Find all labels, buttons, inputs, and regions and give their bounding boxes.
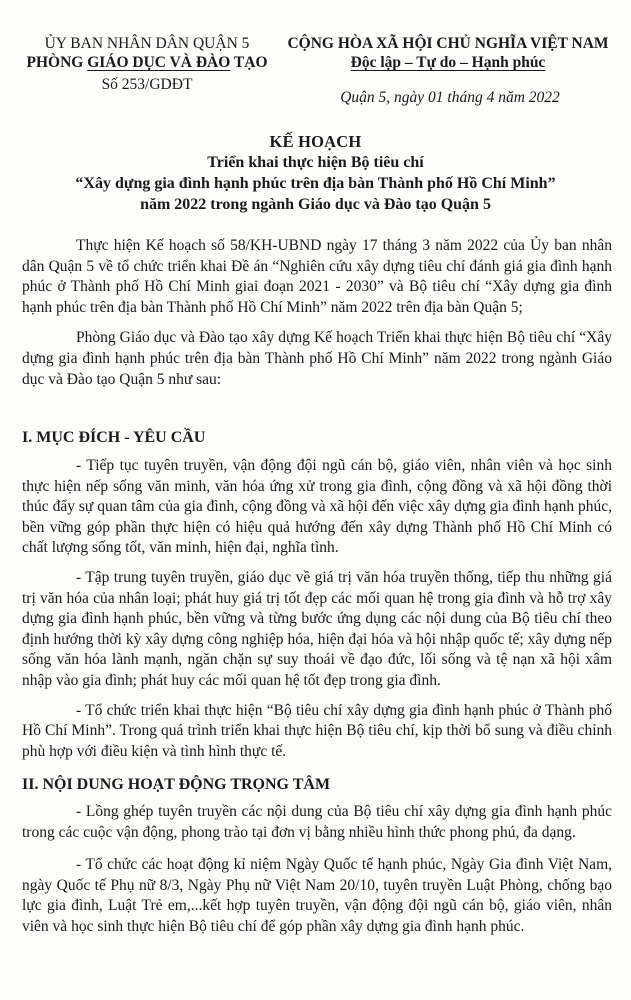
national-motto-text: Độc lập – Tự do – Hạnh phúc <box>350 54 546 71</box>
national-motto <box>283 53 613 72</box>
document-type: KẾ HOẠCH <box>269 132 362 151</box>
department-name-underlined: GIÁO DỤC VÀ ĐÀO <box>87 54 231 71</box>
section-1-heading: I. MỤC ĐÍCH - YÊU CẦU <box>22 429 206 446</box>
issuing-agency-block <box>22 34 272 94</box>
section-2-paragraph: - Tổ chức các hoạt động kỉ niệm Ngày Quốc tế hạnh phúc, Ngày Gia đình Việt Nam, ngày Quốc tế Phụ nữ 8/3, Ngày Phụ nữ Việt Nam 20/10, tuyên truyền Luật Phòng, chống bạo lực gia đình, Luật Trẻ em,...kết hợp tuyên truyền, vận động đội ngũ cán bộ, giáo viên, nhân viên và học sinh thực hiện Bộ tiêu chí để góp phần xây dựng gia đình hạnh phúc. <box>22 856 612 935</box>
place-date: Quận 5, ngày 01 tháng 4 năm 2022 <box>340 89 560 106</box>
title-line-2: “Xây dựng gia đình hạnh phúc trên địa bàn Thành phố Hồ Chí Minh” <box>75 175 556 192</box>
intro-text <box>22 236 612 390</box>
section-2-heading: II. NỘI DUNG HOẠT ĐỘNG TRỌNG TÂM <box>22 776 331 793</box>
department-name-prefix: PHÒNG <box>26 54 88 71</box>
document-number: Số 253/GDĐT <box>101 76 193 93</box>
section-1-body <box>22 456 612 762</box>
section-2-body <box>22 802 612 938</box>
intro-paragraph: Phòng Giáo dục và Đào tạo xây dựng Kế hoạch Triển khai thực hiện Bộ tiêu chí “Xây dựng gia đình hạnh phúc trên địa bàn Thành phố Hồ Chí Minh” năm 2022 trong ngành Giáo dục và Đào tạo Quận 5 như sau: <box>22 329 612 388</box>
section-1-paragraph: - Tiếp tục tuyên truyền, vận động đội ngũ cán bộ, giáo viên, nhân viên và học sinh thực hiện nếp sống văn minh, văn hóa ứng xử trong gia đình, cộng đồng và xã hội đồng thời thúc đẩy sự quan tâm của gia đình, cộng đồng và xã hội đến việc xây dựng gia đình hạnh phúc, bền vững góp phần thực hiện có hiệu quả hướng đến xây dựng Thành phố Hồ Chí Minh có chất lượng sống tốt, văn minh, hiện đại, nghĩa tình. <box>22 457 612 557</box>
section-2-paragraph: - Lồng ghép tuyên truyền các nội dung của Bộ tiêu chí xây dựng gia đình hạnh phúc trong các cuộc vận động, phong trào tại đơn vị bằng nhiều hình thức phong phú, đa dạng. <box>22 803 612 841</box>
section-1-paragraph: - Tập trung tuyên truyền, giáo dục về giá trị văn hóa truyền thống, tiếp thu những giá trị văn hóa của nhân loại; phát huy giá trị tốt đẹp các mối quan hệ trong gia đình và hỗ trợ xây dựng gia đình hạnh phúc, bền vững và từng bước ứng dụng các nội dung của Bộ tiêu chí theo định hướng thời kỳ xây dựng công nghiệp hóa, hiện đại hóa và hội nhập quốc tế; xây dựng nếp sống văn hóa lành mạnh, ngăn chặn sự suy thoái về đạo đức, lối sống và tệ nạn xã hội xâm nhập vào gia đình; phát huy các mối quan hệ tốt đẹp trong gia đình. <box>22 568 612 689</box>
title-line-1: Triển khai thực hiện Bộ tiêu chí <box>207 154 424 171</box>
department-name <box>22 53 272 72</box>
section-1-paragraph: - Tổ chức triển khai thực hiện “Bộ tiêu chí xây dựng gia đình hạnh phúc ở Thành phố Hồ Chí Minh”. Trong quá trình triển khai thực hiện Bộ tiêu chí, kịp thời bổ sung và điều chỉnh phù hợp với điều kiện và tình hình thực tế. <box>22 701 612 760</box>
intro-paragraph: Thực hiện Kế hoạch số 58/KH-UBND ngày 17 tháng 3 năm 2022 của Ủy ban nhân dân Quận 5 về tổ chức triển khai Đề án “Nghiên cứu xây dựng tiêu chí đánh giá gia đình hạnh phúc ở Thành phố Hồ Chí Minh giai đoạn 2021 - 2030” và Bộ tiêu chí “Xây dựng gia đình hạnh phúc trên địa bàn Thành phố Hồ Chí Minh” năm 2022 trên địa bàn Quận 5; <box>22 237 612 316</box>
document-title-block <box>20 131 611 215</box>
department-name-suffix: TẠO <box>230 54 268 71</box>
agency-name: ỦY BAN NHÂN DÂN QUẬN 5 <box>44 35 250 52</box>
title-line-3: năm 2022 trong ngành Giáo dục và Đào tạo Quận 5 <box>140 196 491 213</box>
national-heading-block <box>283 34 613 72</box>
nation-name: CỘNG HÒA XÃ HỘI CHỦ NGHĨA VIỆT NAM <box>287 35 609 52</box>
